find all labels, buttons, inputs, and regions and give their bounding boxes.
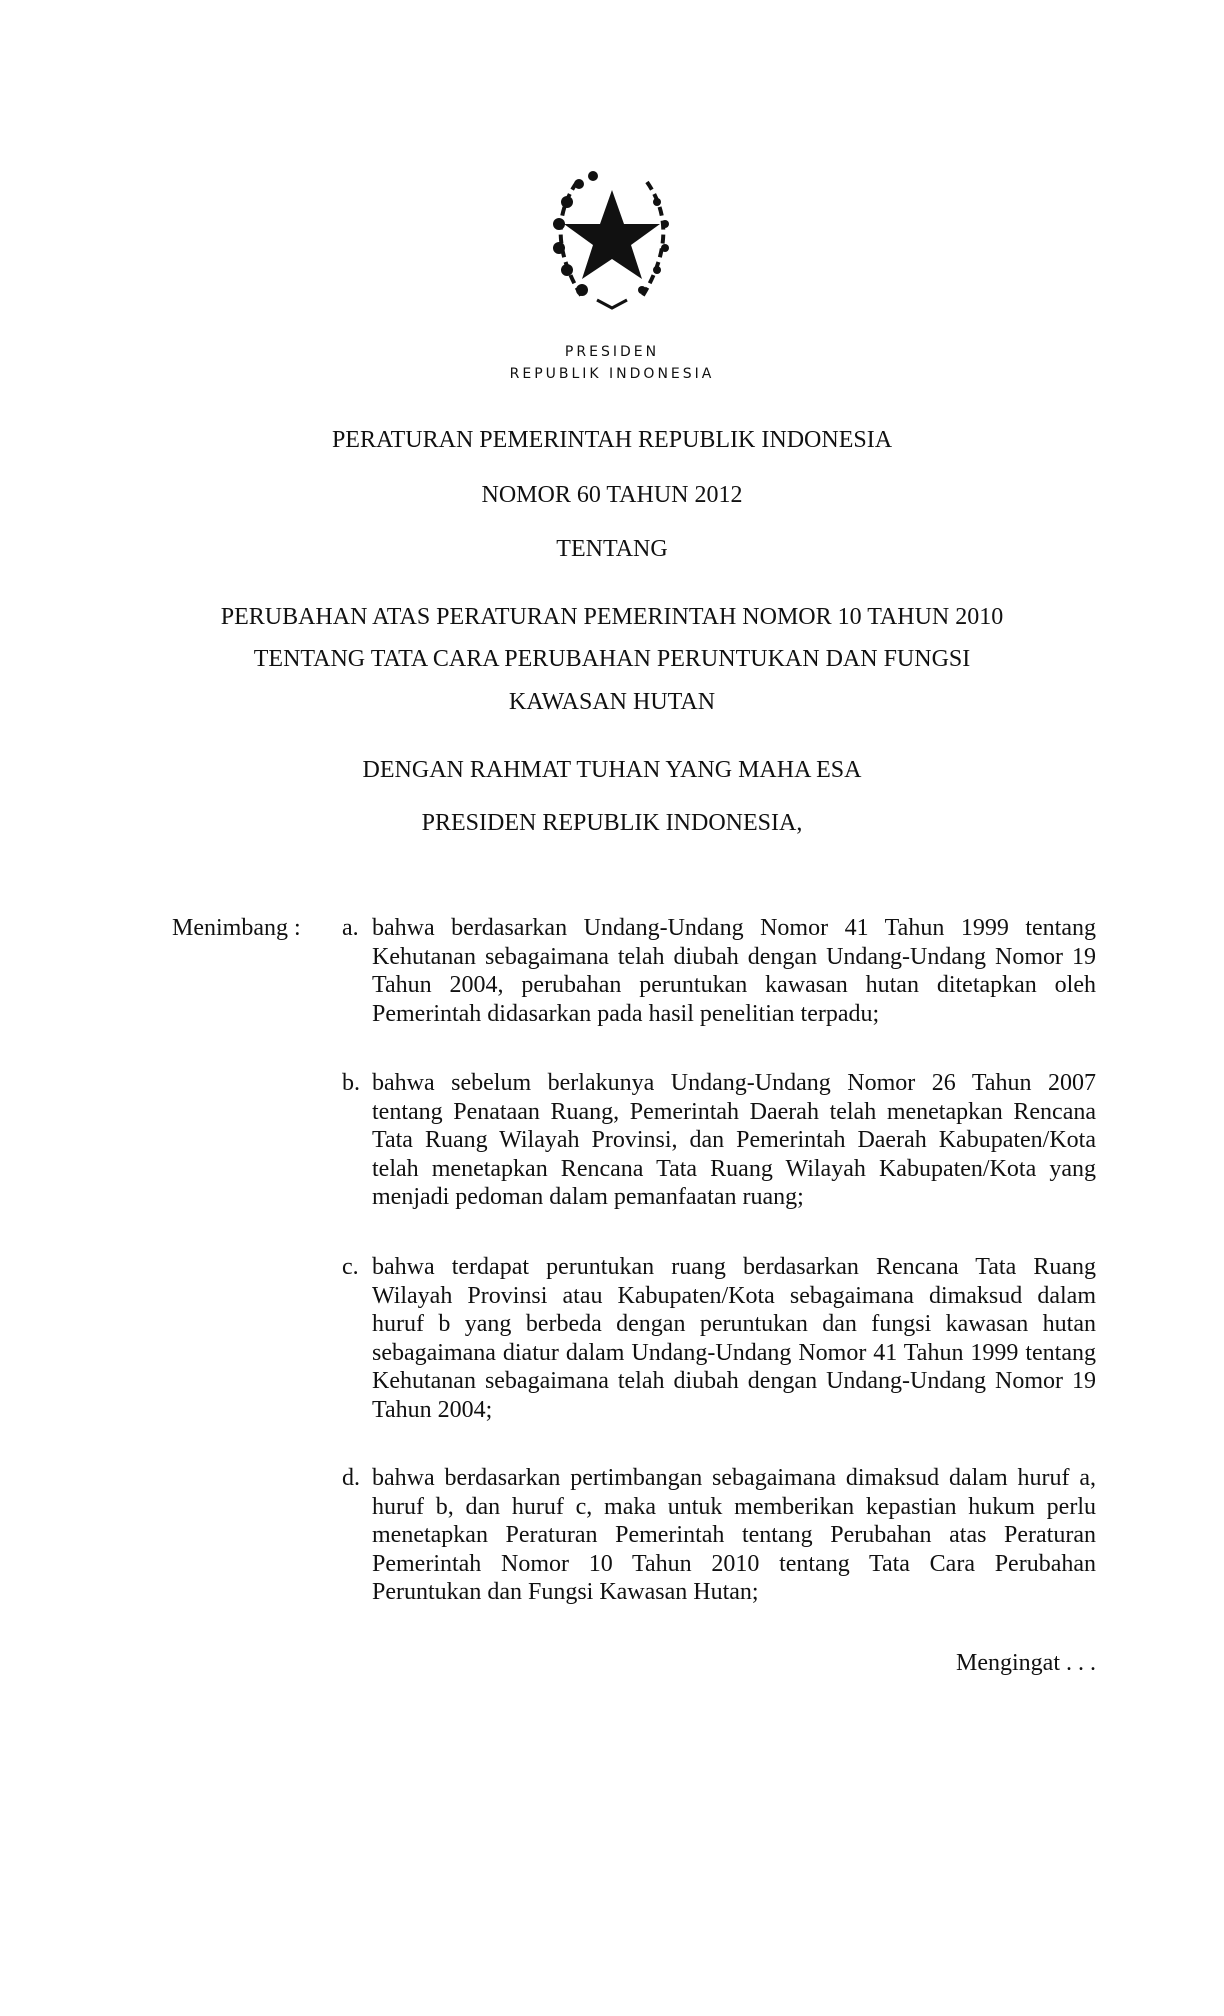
considering-item-d: bahwa berdasarkan pertimbangan sebagaimana dimaksud dalam huruf a, huruf b, dan huruf c, maka untuk memberikan kepastian hukum perlu menetapkan Peraturan Pemerintah tentang Perubahan atas Peraturan Pemerintah Nomor 10 Tahun 2010 tentang Tata Cara Perubahan Peruntukan dan Fungsi Kawasan Hutan;: [372, 1465, 1096, 1606]
considering-label: Menimbang :: [172, 915, 301, 941]
item-mark: d.: [342, 1465, 360, 1491]
regulation-subject-line: KAWASAN HUTAN: [508, 689, 716, 715]
regulation-number: NOMOR 60 TAHUN 2012: [481, 482, 743, 508]
invocation: DENGAN RAHMAT TUHAN YANG MAHA ESA: [362, 757, 862, 783]
item-mark: b.: [342, 1070, 360, 1096]
regulation-type: PERATURAN PEMERINTAH REPUBLIK INDONESIA: [331, 427, 893, 453]
item-mark: a.: [342, 915, 359, 941]
considering-item-b: bahwa sebelum berlakunya Undang-Undang Nomor 26 Tahun 2007 tentang Penataan Ruang, Pemerintah Daerah telah menetapkan Rencana Tata Ruang Wilayah Provinsi, dan Pemerintah Daerah Kabupaten/Kota telah menetapkan Rencana Tata Ruang Wilayah Kabupaten/Kota yang menjadi pedoman dalam pemanfaatan ruang;: [372, 1070, 1096, 1211]
issuer: PRESIDEN REPUBLIK INDONESIA,: [421, 810, 803, 836]
header-president: PRESIDEN: [564, 344, 660, 360]
header-republic: REPUBLIK INDONESIA: [509, 366, 715, 382]
presidential-emblem-icon: [537, 162, 687, 312]
considering-item-a: bahwa berdasarkan Undang-Undang Nomor 41 Tahun 1999 tentang Kehutanan sebagaimana telah diubah dengan Undang-Undang Nomor 19 Tahun 2004, perubahan peruntukan kawasan hutan ditetapkan oleh Pemerintah didasarkan pada hasil penelitian terpadu;: [372, 915, 1096, 1027]
regulation-subject-line: PERUBAHAN ATAS PERATURAN PEMERINTAH NOMOR 10 TAHUN 2010: [220, 604, 1004, 630]
regulation-subject-line: TENTANG TATA CARA PERUBAHAN PERUNTUKAN DAN FUNGSI: [253, 646, 971, 672]
considering-item-c: bahwa terdapat peruntukan ruang berdasarkan Rencana Tata Ruang Wilayah Provinsi atau Kabupaten/Kota sebagaimana dimaksud dalam huruf b yang berbeda dengan peruntukan dan fungsi kawasan hutan sebagaimana diatur dalam Undang-Undang Nomor 41 Tahun 1999 tentang Kehutanan sebagaimana telah diubah dengan Undang-Undang Nomor 19 Tahun 2004;: [372, 1254, 1096, 1423]
continuation-marker: Mengingat . . .: [956, 1650, 1096, 1676]
regulation-about: TENTANG: [556, 536, 668, 562]
item-mark: c.: [342, 1254, 359, 1280]
